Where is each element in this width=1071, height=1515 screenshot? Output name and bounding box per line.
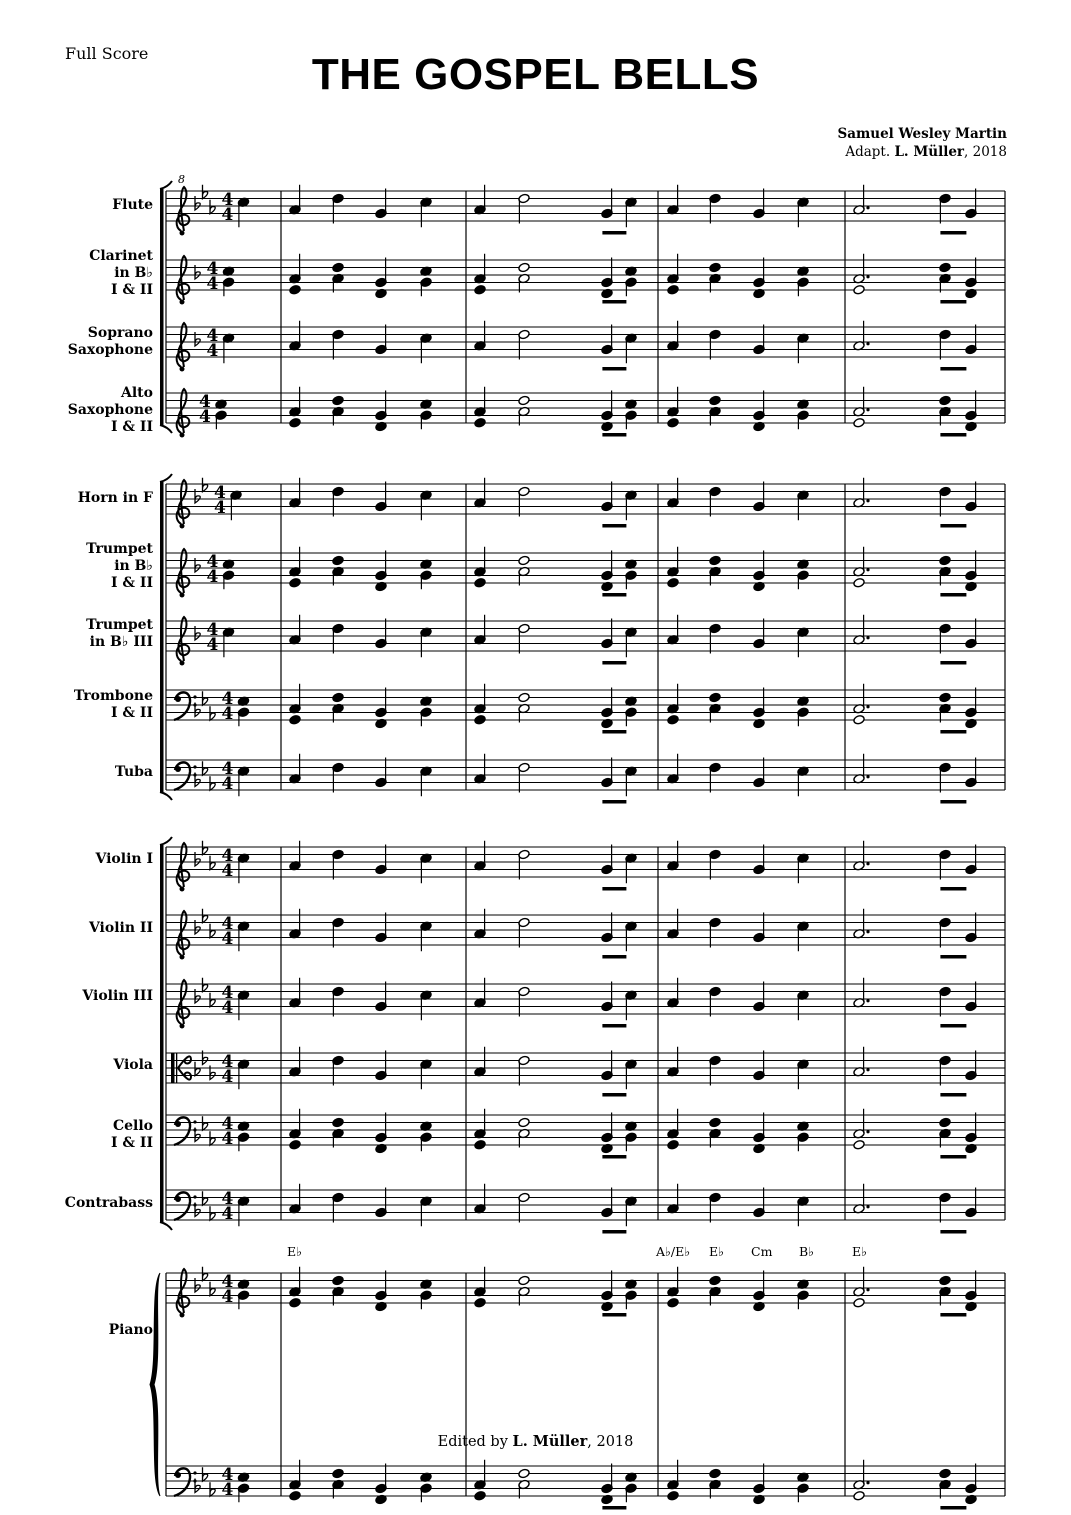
label-horn: Horn in F [77,490,153,506]
dot [866,1130,869,1133]
beam [602,800,626,804]
flat-icon [203,478,208,492]
bracket [160,837,172,845]
beam [940,955,966,959]
note-head [853,714,865,725]
beam [602,661,626,665]
note-head [939,395,951,406]
note-head [332,395,344,406]
ottava-mark: 8 [178,173,185,186]
treble-clef-icon [180,231,185,236]
note-head [474,714,486,725]
time-signature: 4 [221,774,234,794]
treble-clef-icon [180,300,185,305]
dot [866,636,869,639]
note-head [518,262,530,273]
note-head [853,1297,865,1308]
note-head [939,1468,951,1479]
bass-clef-icon [193,695,196,698]
flat-icon [210,993,215,1007]
time-signature: 4 [221,1480,234,1500]
beam [602,1155,626,1159]
note-head [332,262,344,273]
beam [940,1230,966,1234]
flat-icon [203,1116,208,1130]
treble-clef-icon [177,549,190,593]
note-head [332,1468,344,1479]
note-head [853,417,865,428]
flat-icon [195,1062,200,1076]
beam [940,800,966,804]
dot [866,862,869,865]
dot [866,568,869,571]
bracket [160,189,164,425]
time-signature: 4 [221,205,234,225]
treble-clef-icon [180,367,185,372]
note-head [709,555,721,566]
time-signature: 4 [206,274,219,294]
dot [866,342,869,345]
note-head [518,555,530,566]
flat-icon [210,1131,215,1145]
dot [866,1068,869,1071]
time-signature: 4 [221,846,234,866]
bass-clef-icon [193,1471,196,1474]
beam [602,955,626,959]
time-signature: 4 [206,341,219,361]
flat-icon [210,776,215,790]
beam [940,887,966,891]
note-head [474,1490,486,1501]
note-head [667,714,679,725]
beam [602,1506,626,1510]
time-signature: 4 [221,929,234,949]
note-head [667,1139,679,1150]
bass-clef-icon [193,1120,196,1123]
label-soprano-sax: Soprano Saxophone [67,325,153,358]
note-head [939,1117,951,1128]
flat-icon [203,978,208,992]
note-head [332,1117,344,1128]
beam [940,1506,966,1510]
time-signature: 4 [221,998,234,1018]
dot [866,499,869,502]
note-head [667,1297,679,1308]
note-head [518,1468,530,1479]
note-head [939,262,951,273]
adapt-year: , 2018 [964,144,1007,160]
beam [602,1024,626,1028]
bracket [160,181,172,189]
note-head [289,1297,301,1308]
beam [940,1024,966,1028]
beam [940,1155,966,1159]
bracket [160,845,164,1222]
note-head [289,714,301,725]
note-head [332,692,344,703]
time-signature: 4 [221,1067,234,1087]
time-signature: 4 [221,983,234,1003]
composer: Samuel Wesley Martin [837,126,1007,142]
arranger: L. Müller [894,144,965,160]
flat-icon [203,761,208,775]
beam [602,593,626,597]
dot [866,999,869,1002]
beam [940,367,966,371]
time-signature: 4 [206,567,219,587]
treble-clef-icon [180,1313,185,1318]
time-signature: 4 [221,1272,234,1292]
chord-symbol: E♭ [709,1244,725,1259]
beam [602,1313,626,1317]
treble-clef-icon [180,1024,185,1029]
beam [602,1230,626,1234]
note-head [853,577,865,588]
flat-icon [210,856,215,870]
bass-clef-icon [175,1472,181,1478]
beam [602,524,626,528]
beam [940,300,966,304]
note-head [289,1139,301,1150]
bracket [160,474,172,482]
footer: Edited by L. Müller, 2018 [437,1433,634,1450]
note-head [332,555,344,566]
full-score-label: Full Score [65,44,149,63]
label-flute: Flute [112,197,153,213]
beam [602,367,626,371]
note-head [474,417,486,428]
adapt-prefix: Adapt. [845,144,895,160]
treble-clef-icon [177,843,190,887]
time-signature: 4 [221,689,234,709]
dot [866,1205,869,1208]
time-signature: 4 [221,1129,234,1149]
beam [940,433,966,437]
beam [940,661,966,665]
time-signature: 4 [221,190,234,210]
note-head [939,692,951,703]
dot [866,930,869,933]
beam [602,887,626,891]
treble-clef-icon [177,389,190,433]
label-cello: Cello I & II [110,1118,153,1151]
note-head [518,395,530,406]
time-signature: 4 [206,326,219,346]
treble-clef-icon [177,911,190,955]
beam [602,433,626,437]
alto-clef-icon [171,1053,175,1083]
time-signature: 4 [206,259,219,279]
beam [940,231,966,235]
treble-clef-icon [180,593,185,598]
flat-icon [203,691,208,705]
time-signature: 4 [221,1287,234,1307]
bracket [160,1222,172,1230]
note-head [709,1117,721,1128]
label-piano: Piano [108,1322,153,1338]
treble-clef-icon [177,617,190,661]
time-signature: 4 [221,759,234,779]
beam [602,300,626,304]
time-signature: 4 [221,1114,234,1134]
bass-clef-icon [175,1196,181,1202]
dot [866,1481,869,1484]
chord-symbol: Cm [751,1244,773,1259]
beam [602,1093,626,1097]
flat-icon [210,1282,215,1296]
time-signature: 4 [214,498,226,518]
chord-symbol: E♭ [852,1244,868,1259]
flat-icon [210,1206,215,1220]
dot [866,206,869,209]
time-signature: 4 [221,1465,234,1485]
beam [602,231,626,235]
time-signature: 4 [221,861,234,881]
note-head [474,1297,486,1308]
label-violin-2: Violin II [88,920,153,936]
time-signature: 4 [221,1052,234,1072]
note-head [939,555,951,566]
time-signature: 4 [221,1204,234,1224]
bass-clef-icon [175,696,181,702]
note-head [709,692,721,703]
bass-clef-icon [175,766,181,772]
time-signature: 4 [199,407,211,427]
beam [940,730,966,734]
score-title: THE GOSPEL BELLS [311,50,760,99]
treble-clef-icon [180,433,185,438]
label-viola: Viola [113,1057,153,1073]
note-head [518,1275,530,1286]
label-alto-sax: Alto Saxophone I & II [67,385,153,435]
treble-clef-icon [180,955,185,960]
dot [866,775,869,778]
time-signature: 4 [221,914,234,934]
note-head [289,284,301,295]
note-head [289,577,301,588]
flat-icon [210,1482,215,1496]
treble-clef-icon [180,661,185,666]
beam [940,593,966,597]
beam [940,1313,966,1317]
bass-clef-icon [175,1121,181,1127]
dot [866,705,869,708]
note-head [939,1275,951,1286]
time-signature: 4 [221,1189,234,1209]
treble-clef-icon [177,323,190,367]
flat-icon [203,1467,208,1481]
beam [940,1093,966,1097]
bass-clef-icon [193,765,196,768]
flat-icon [203,185,208,199]
label-clarinet: Clarinet in B♭ I & II [89,248,153,298]
note-head [667,417,679,428]
label-violin-3: Violin III [82,988,153,1004]
note-head [709,1468,721,1479]
note-head [474,577,486,588]
label-violin-1: Violin I [95,851,153,867]
flat-icon [203,1267,208,1281]
note-head [853,284,865,295]
bass-clef-icon [193,1195,196,1198]
treble-clef-icon [180,524,185,529]
note-head [474,1139,486,1150]
note-head [709,1275,721,1286]
time-signature: 4 [206,552,219,572]
label-trombone: Trombone I & II [73,688,153,721]
note-head [667,1490,679,1501]
bracket [160,425,172,433]
time-signature: 4 [206,620,219,640]
flat-icon [210,924,215,938]
flat-icon [203,1191,208,1205]
alto-clef-icon [176,1053,177,1083]
note-head [289,417,301,428]
chord-symbol: A♭/E♭ [656,1244,691,1259]
flat-icon [210,706,215,720]
dot [866,275,869,278]
bracket [160,792,172,800]
beam [940,524,966,528]
treble-clef-icon [177,1269,190,1313]
time-signature: 4 [199,392,211,412]
flat-icon [203,841,208,855]
flat-icon [210,200,215,214]
chord-symbol: B♭ [799,1244,815,1259]
treble-clef-icon [177,480,190,524]
beam [602,730,626,734]
note-head [709,395,721,406]
piano-brace-icon [150,1273,160,1496]
note-head [853,1139,865,1150]
bracket [160,482,164,792]
note-head [853,1490,865,1501]
dot [866,1288,869,1291]
note-head [332,1275,344,1286]
flat-icon [203,909,208,923]
note-head [667,284,679,295]
note-head [518,692,530,703]
treble-clef-icon [177,187,190,231]
label-tuba: Tuba [114,764,153,780]
note-head [667,577,679,588]
treble-clef-icon [177,256,190,300]
time-signature: 4 [214,483,226,503]
note-head [709,262,721,273]
note-head [518,1117,530,1128]
label-trumpet-3: Trumpet in B♭ III [86,617,153,650]
time-signature: 4 [221,704,234,724]
dot [866,408,869,411]
chord-symbol: E♭ [287,1244,303,1259]
treble-clef-icon [180,887,185,892]
label-contrabass: Contrabass [64,1195,153,1211]
label-trumpet-1-2: Trumpet in B♭ I & II [86,541,153,591]
note-head [474,284,486,295]
treble-clef-icon [177,980,190,1024]
time-signature: 4 [206,635,219,655]
note-head [289,1490,301,1501]
